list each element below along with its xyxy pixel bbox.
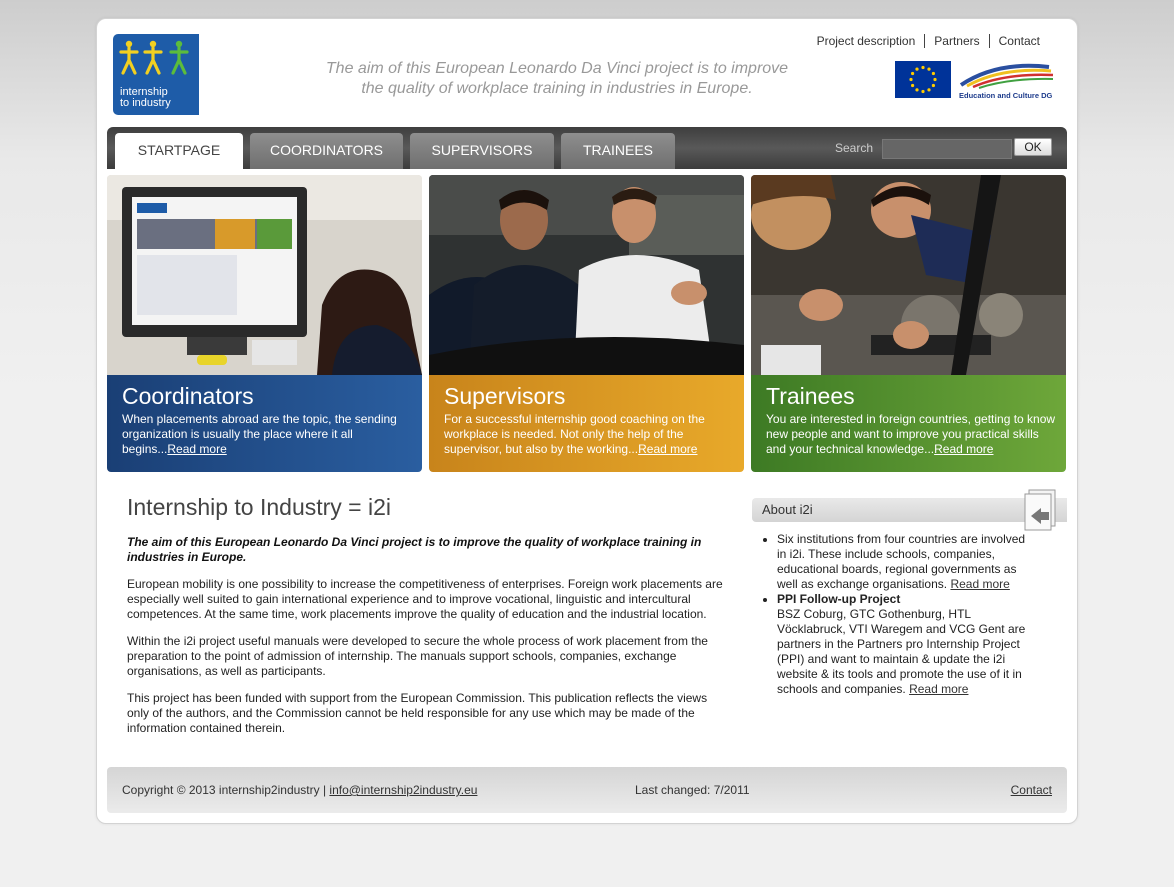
panel-supervisors (429, 175, 744, 472)
copyright-text: Copyright © 2013 internship2industry | (122, 783, 330, 797)
supervisors-read-more-link[interactable]: Read more (638, 442, 698, 456)
main-content (127, 494, 727, 736)
supervisors-title[interactable]: Supervisors (444, 383, 566, 409)
link-partners[interactable]: Partners (924, 34, 988, 48)
supervisors-photo[interactable] (429, 175, 744, 375)
panel-coordinators (107, 175, 422, 472)
body-paragraph-1: European mobility is one possibility to increase the competitiveness of enterprises. Foreign work placements are especially well suited to gain international experience and to improve vocational, linguistic and intercultural competences. At the same time, work placements improve the quality of education and the industrial location. (127, 577, 723, 621)
site-logo[interactable] (113, 34, 199, 115)
ppi-text: BSZ Coburg, GTC Gothenburg, HTL Vöcklabruck, VTI Waregem and VCG Gent are partners in the Partners pro Internship Project (PPI) and want to maintain & update the i2i website & its tools and promote the use of it in schools and companies. (777, 607, 1026, 696)
lead-paragraph: The aim of this European Leonardo Da Vinci project is to improve the quality of workplace training in industries in Europe. (127, 535, 702, 564)
page-container (96, 18, 1078, 824)
institutions-read-more-link[interactable]: Read more (950, 577, 1010, 591)
trainees-read-more-link[interactable]: Read more (934, 442, 994, 456)
trainees-description: You are interested in foreign countries, getting to know new people and want to improve you practical skills and your technical knowledge... (766, 412, 1056, 456)
trainees-photo[interactable] (751, 175, 1066, 375)
coordinators-title[interactable]: Coordinators (122, 383, 254, 409)
supervisors-caption (429, 375, 744, 472)
search-ok-button[interactable]: OK (1014, 138, 1052, 156)
logo-text-line2: to industry (120, 97, 171, 109)
trainees-title[interactable]: Trainees (766, 383, 855, 409)
header-tagline (317, 59, 797, 99)
footer (107, 767, 1067, 813)
trainees-text (766, 412, 1058, 457)
trainees-caption (751, 375, 1066, 472)
supervisors-description: For a successful internship good coaching on the workplace is needed. Not only the help of the supervisor, but also by the working... (444, 412, 705, 456)
people-figures-icon (119, 40, 199, 76)
coordinators-text (122, 412, 414, 457)
about-sidebar (752, 498, 1067, 697)
eu-flag-icon (895, 61, 951, 98)
tab-coordinators[interactable]: COORDINATORS (250, 133, 403, 169)
logo-text (120, 87, 171, 109)
link-project-description[interactable]: Project description (816, 34, 916, 48)
top-links (808, 34, 1049, 48)
coordinators-photo[interactable] (107, 175, 422, 375)
about-item-institutions-text: Six institutions from four countries are involved in i2i. These include schools, companies, educational boards, regional governments as well as exchange organisations. (777, 532, 1026, 591)
coordinators-caption (107, 375, 422, 472)
body-paragraph-2: Within the i2i project useful manuals were developed to secure the whole process of work placement from the preparation to the point of admission of internship. The manuals support schools, companies, exchange organisations, as well as participants. (127, 634, 708, 678)
supervisors-text (444, 412, 736, 457)
main-navigation (107, 127, 1067, 169)
footer-last-changed: Last changed: 7/2011 (635, 783, 750, 797)
link-contact[interactable]: Contact (989, 34, 1049, 48)
body-paragraph-3: This project has been funded with support from the European Commission. This publication reflects the views only of the authors, and the Commission cannot be held responsible for any use which may be made of the information contained therein. (127, 691, 708, 735)
search-label: Search (835, 141, 874, 155)
about-item-ppi (777, 592, 1032, 697)
coordinators-description: When placements abroad are the topic, the sending organization is usually the place where it all begins... (122, 412, 397, 456)
footer-copyright (122, 783, 477, 797)
ppi-read-more-link[interactable]: Read more (909, 682, 969, 696)
ppi-title: PPI Follow-up Project (777, 592, 901, 606)
about-title: About i2i (762, 502, 813, 517)
tab-startpage[interactable]: STARTPAGE (115, 133, 243, 169)
about-list (752, 532, 1067, 697)
coordinators-read-more-link[interactable]: Read more (167, 442, 227, 456)
footer-contact-link[interactable]: Contact (1010, 783, 1052, 797)
panel-trainees (751, 175, 1066, 472)
tab-trainees[interactable]: TRAINEES (561, 133, 675, 169)
tagline-line1: The aim of this European Leonardo Da Vinci project is to improve (325, 60, 789, 77)
education-culture-text: Education and Culture DG (959, 91, 1053, 100)
search-input[interactable] (882, 139, 1012, 159)
tagline-line2: the quality of workplace training in industries in Europe. (361, 80, 753, 97)
logo-text-line1: internship (120, 86, 168, 98)
page-title: Internship to Industry = i2i (127, 494, 392, 520)
footer-email-link[interactable]: info@internship2industry.eu (329, 783, 478, 797)
about-item-institutions (777, 532, 1032, 592)
document-arrow-icon (1023, 488, 1057, 532)
about-header (752, 498, 1067, 522)
tab-supervisors[interactable]: SUPERVISORS (410, 133, 554, 169)
